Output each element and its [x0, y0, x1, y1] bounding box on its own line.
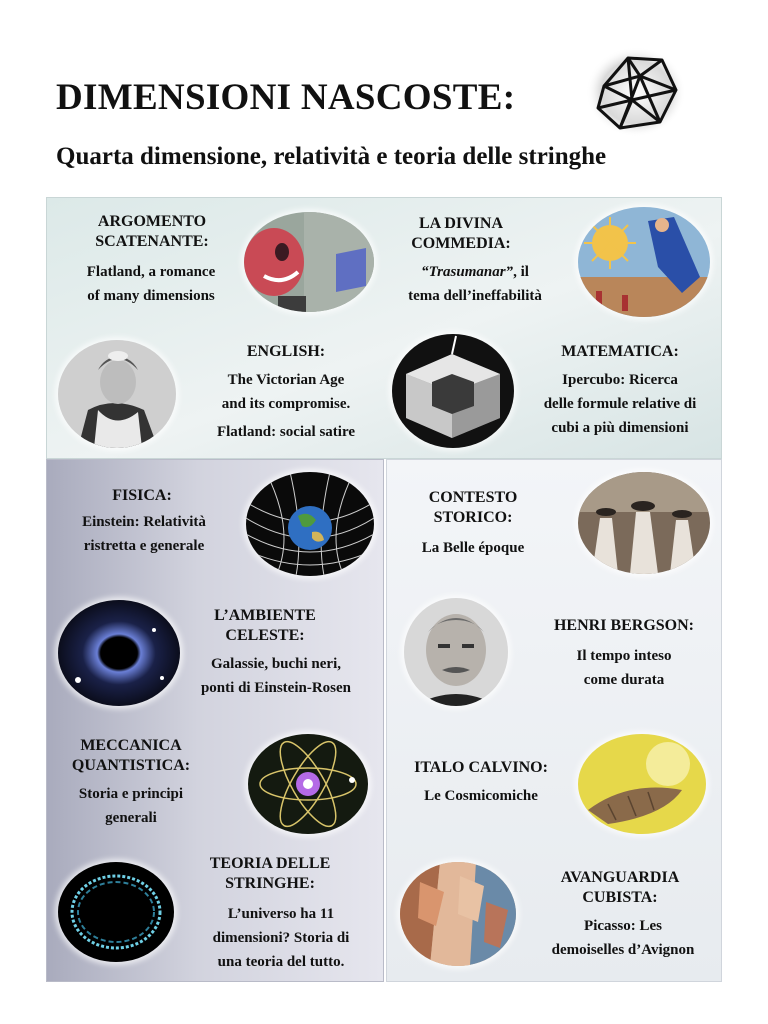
section-matematica-text: Ipercubo: Ricerca delle formule relative di cubi a più dimensioni: [543, 372, 697, 436]
section-contesto-heading: CONTESTO STORICO:: [428, 489, 518, 526]
section-bergson-text: Il tempo inteso come durata: [576, 648, 672, 688]
spacetime-earth-image: [246, 472, 374, 576]
section-stringhe-heading: TEORIA DELLE STRINGHE:: [209, 855, 331, 892]
section-bergson-heading: HENRI BERGSON:: [553, 617, 695, 634]
section-contesto-text: La Belle époque: [421, 540, 525, 556]
section-avanguardia-heading: AVANGUARDIA CUBISTA:: [560, 869, 680, 906]
dante-painting-image: [578, 207, 710, 317]
section-ambiente-text: Galassie, buchi neri, ponti di Einstein-Rosen: [200, 656, 352, 696]
atom-image: [248, 734, 368, 834]
page-title: DIMENSIONI NASCOSTE:: [56, 77, 516, 118]
section-ambiente-heading: L’AMBIENTE CELESTE:: [214, 607, 316, 644]
section-argomento-heading: ARGOMENTO SCATENANTE:: [95, 213, 209, 250]
belle-epoque-image: [578, 472, 710, 574]
section-argomento-text: Flatland, a romance of many dimensions: [86, 264, 216, 304]
hypercube-image: [392, 334, 514, 448]
bergson-portrait: [404, 598, 508, 706]
cubist-painting-image: [400, 862, 516, 966]
section-divina-text: “Trasumanar”, il tema dell’ineffabilità: [408, 264, 542, 304]
section-avanguardia-text: Picasso: Les demoiselles d’Avignon: [551, 918, 695, 958]
airship-image: [578, 734, 706, 834]
section-meccanica-text: Storia e principi generali: [78, 786, 184, 826]
section-calvino-heading: ITALO CALVINO:: [414, 759, 548, 776]
section-fisica-text: Einstein: Relatività ristretta e generale: [82, 514, 206, 554]
section-divina-heading: LA DIVINA COMMEDIA:: [411, 215, 511, 252]
polytope-logo-icon: [584, 46, 688, 138]
section-english-heading: ENGLISH:: [246, 343, 326, 360]
section-calvino-text: Le Cosmicomiche: [424, 788, 538, 804]
queen-victoria-portrait: [58, 340, 176, 448]
section-matematica-heading: MATEMATICA:: [561, 343, 679, 360]
strings-image: [58, 862, 174, 962]
section-english-text: The Victorian Age and its compromise. Flatland: social satire: [216, 372, 356, 440]
section-stringhe-text: L’universo ha 11 dimensioni? Storia di una teoria del tutto.: [212, 906, 350, 970]
flatland-image: [244, 212, 374, 312]
black-hole-image: [58, 600, 180, 706]
section-fisica-heading: FISICA:: [112, 487, 172, 504]
page-subtitle: Quarta dimensione, relatività e teoria delle stringhe: [56, 143, 607, 170]
section-meccanica-heading: MECCANICA QUANTISTICA:: [71, 737, 191, 774]
